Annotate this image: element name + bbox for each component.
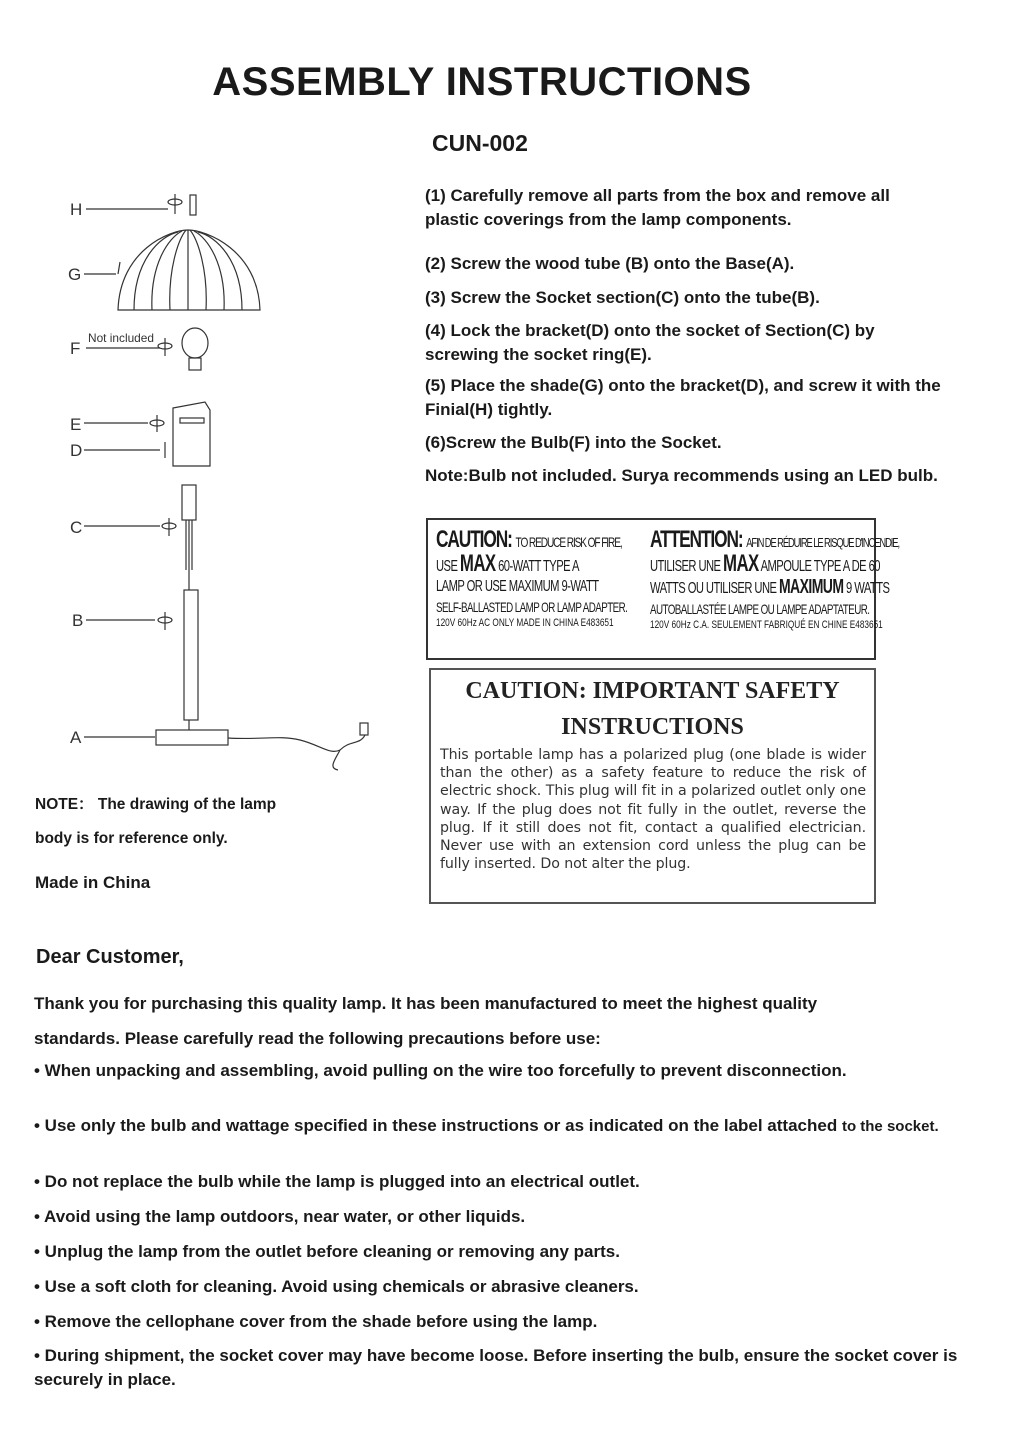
drawing-note-line2: body is for reference only. [35,830,228,847]
lamp-exploded-diagram [60,180,400,780]
model-number: CUN-002 [432,130,528,156]
precaution-2 [34,1114,964,1139]
step-6: (6)Screw the Bulb(F) into the Socket. [425,433,722,452]
letter-intro-1: Thank you for purchasing this quality lamp. It has been manufactured to meet the highest quality [34,994,818,1013]
caution-en-l1: TO REDUCE RISK OF FIRE, [515,534,622,550]
safety-title-line1: CAUTION: IMPORTANT SAFETY [465,678,840,704]
precaution-8: • During shipment, the socket cover may have become loose. Before inserting the bulb, ensure the socket cover is securely in place. [34,1346,958,1389]
caution-fr-l3a: WATTS OU UTILISER UNE [650,580,777,597]
drawing-note-line1: NOTE： The drawing of the lamp [35,796,277,813]
step-2: (2) Screw the wood tube (B) onto the Base(A). [425,254,795,273]
safety-body-text: This portable lamp has a polarized plug (one blade is wider than the other) as a safety feature to reduce the risk of electric shock. This plug will fit in a polarized outlet only one way. If the plug does not fit fully in the outlet, reverse the plug. If it still does not fit, contact a qualified electrician. Never use with an extension cord unless the plug can be fully inserted. Do not alter the plug. [440,747,866,873]
bulb-note: Note:Bulb not included. Surya recommends using an LED bulb. [425,466,938,485]
label-f: F [70,339,81,358]
caution-en-l2a: USE [436,558,458,575]
safety-instructions-box [429,668,876,904]
page-title: ASSEMBLY INSTRUCTIONS [212,60,752,104]
caution-fr-l2c: AMPOULE TYPE A DE 60 [760,558,880,575]
caution-fr-l1: AFIN DE RÉDUIRE LE RISQUE D'INCENDIE, [746,535,899,550]
step-4: (4) Lock the bracket(D) onto the socket of Section(C) by screwing the socket ring(E). [425,321,875,364]
label-h: H [70,200,83,219]
letter-greeting: Dear Customer, [36,946,184,968]
caution-label-fr [650,526,899,631]
caution-en-l5: 120V 60Hz AC ONLY MADE IN CHINA E483651 [436,617,614,629]
caution-fr-l3c: 9 WATTS [846,580,890,597]
not-included-label: Not included [88,331,154,345]
label-d: D [70,441,83,460]
caution-fr-head: ATTENTION: [650,526,743,553]
safety-title-line2: INSTRUCTIONS [561,714,744,740]
caution-fr-max: MAX [723,550,759,577]
precaution-7: • Remove the cellophane cover from the shade before using the lamp. [34,1312,598,1331]
label-c: C [70,518,83,537]
caution-label-en [436,526,652,629]
label-a: A [70,728,82,747]
precaution-6: • Use a soft cloth for cleaning. Avoid using chemicals or abrasive cleaners. [34,1277,639,1296]
precaution-4: • Avoid using the lamp outdoors, near water, or other liquids. [34,1207,526,1226]
precaution-5: • Unplug the lamp from the outlet before cleaning or removing any parts. [34,1242,620,1261]
caution-en-max: MAX [459,550,496,577]
caution-en-l2c: 60-WATT TYPE A [498,558,579,575]
precaution-1: • When unpacking and assembling, avoid pulling on the wire too forcefully to prevent disconnection. [34,1061,847,1080]
caution-label [426,518,899,660]
caution-en-l3: LAMP OR USE MAXIMUM 9-WATT [436,578,599,595]
precaution-2a: • Use only the bulb and wattage specified in these instructions or as indicated on the label attached [34,1116,838,1135]
caution-fr-l2a: UTILISER UNE [650,558,721,575]
label-e: E [70,415,82,434]
precaution-2b: to the socket. [841,1118,939,1135]
letter-intro-2: standards. Please carefully read the following precautions before use: [34,1029,601,1048]
made-in-label: Made in China [35,873,151,892]
caution-fr-maximum: MAXIMUM [778,576,844,598]
step-1: (1) Carefully remove all parts from the box and remove all plastic coverings from the lamp components. [425,186,890,229]
label-g: G [68,265,82,284]
caution-en-head: CAUTION: [436,526,512,553]
caution-en-l4: SELF-BALLASTED LAMP OR LAMP ADAPTER. [436,599,628,615]
step-3: (3) Screw the Socket section(C) onto the tube(B). [425,288,820,307]
step-5: (5) Place the shade(G) onto the bracket(D), and screw it with the Finial(H) tightly. [425,376,941,419]
caution-fr-l4: AUTOBALLASTÉE LAMPE OU LAMPE ADAPTATEUR. [650,601,870,617]
label-b: B [72,611,84,630]
precaution-3: • Do not replace the bulb while the lamp is plugged into an electrical outlet. [34,1172,640,1191]
caution-fr-l5: 120V 60Hz C.A. SEULEMENT FABRIQUÉ EN CHINE E483651 [650,619,883,631]
